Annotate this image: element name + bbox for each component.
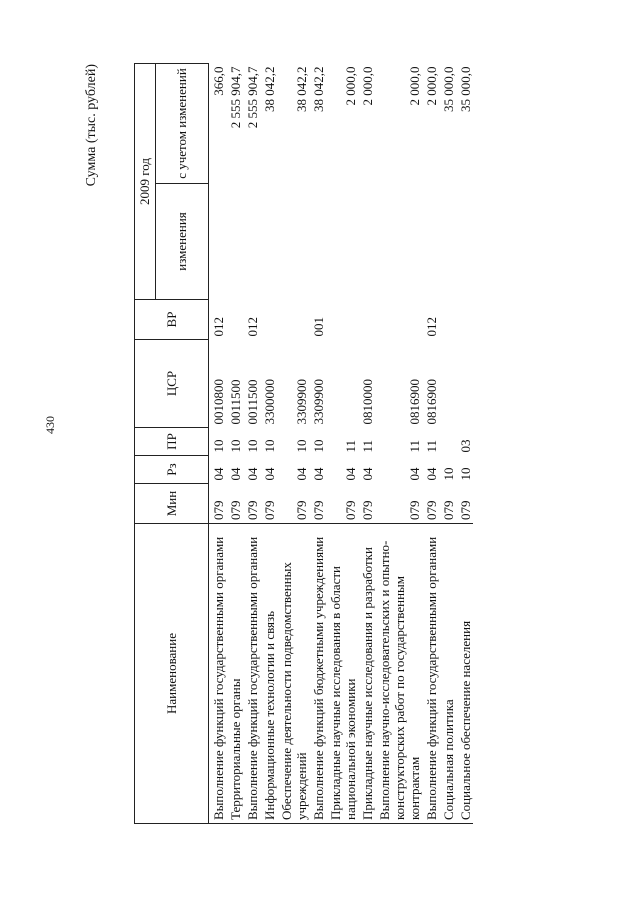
table-row: [422, 64, 439, 824]
cell-name: Выполнение функций государственными органами: [422, 524, 439, 824]
cell-vr: [456, 300, 473, 340]
cell-csr: 3309900: [311, 379, 326, 425]
cell-csr: [326, 340, 358, 428]
cell-min: 079: [441, 500, 456, 520]
cell-rz: 04: [294, 467, 309, 481]
cell-name: Социальное обеспечение населения: [456, 524, 473, 824]
page-number: 430: [43, 416, 57, 434]
cell-pr: 11: [360, 439, 375, 453]
cell-pr: 10: [211, 439, 226, 453]
cell-vr: 012: [211, 317, 226, 337]
cell-rz: 04: [424, 467, 439, 481]
cell-csr: 3300000: [262, 379, 277, 425]
cell-csr: 0816900: [424, 379, 439, 425]
budget-table-sheet: [84, 64, 614, 824]
table-row: [439, 64, 456, 824]
cell-name: Выполнение научно-исследовательских и опытно-конструкторских работ по государственным контрактам: [375, 524, 422, 824]
cell-changes: [209, 184, 227, 300]
cell-min: 079: [424, 500, 439, 520]
cell-changes: [326, 184, 358, 300]
header-csr: ЦСР: [135, 340, 209, 428]
cell-name: Информационные технологии и связь: [260, 524, 277, 824]
cell-csr: 0011500: [245, 379, 260, 425]
table-row: [326, 64, 358, 824]
cell-changes: [309, 184, 326, 300]
table-row: [456, 64, 473, 824]
cell-sum: 35 000,0: [458, 66, 473, 112]
cell-name: Социальная политика: [439, 524, 456, 824]
cell-min: 079: [294, 500, 309, 520]
cell-name: Территориальные органы: [226, 524, 243, 824]
cell-csr: [439, 340, 456, 428]
header-min: Мин: [135, 484, 209, 524]
cell-csr: 0011500: [228, 379, 243, 425]
cell-changes: [422, 184, 439, 300]
cell-min: 079: [458, 500, 473, 520]
cell-pr: 10: [262, 439, 277, 453]
budget-table: [134, 63, 473, 824]
table-row: [209, 64, 227, 824]
cell-name: Выполнение функций государственными органами: [209, 524, 227, 824]
cell-csr: [456, 340, 473, 428]
cell-vr: [326, 300, 358, 340]
cell-sum: 2 000,0: [424, 66, 439, 106]
cell-rz: 04: [311, 467, 326, 481]
cell-pr: 11: [343, 439, 358, 453]
cell-rz: 04: [245, 467, 260, 481]
cell-rz: 04: [407, 467, 422, 481]
sum-caption: Сумма (тыс. рублей): [84, 64, 99, 187]
table-row: [260, 64, 277, 824]
cell-changes: [456, 184, 473, 300]
cell-csr: 0810000: [360, 379, 375, 425]
cell-sum: 38 042,2: [294, 66, 309, 112]
cell-rz: 04: [360, 467, 375, 481]
cell-changes: [358, 184, 375, 300]
cell-name: Прикладные научные исследования и разработки: [358, 524, 375, 824]
header-name: Наименование: [135, 524, 209, 824]
cell-rz: 04: [211, 467, 226, 481]
table-row: [277, 64, 309, 824]
cell-csr: 3309900: [294, 379, 309, 425]
cell-vr: 001: [311, 317, 326, 337]
header-year: 2009 год: [135, 64, 156, 300]
cell-min: 079: [407, 500, 422, 520]
cell-changes: [260, 184, 277, 300]
cell-csr: 0816900: [407, 379, 422, 425]
cell-changes: [277, 184, 309, 300]
cell-sum: 38 042,2: [311, 66, 326, 112]
cell-min: 079: [311, 500, 326, 520]
header-vr: ВР: [135, 300, 209, 340]
cell-pr: 03: [458, 439, 473, 453]
cell-name: Обеспечение деятельности подведомственных учреждений: [277, 524, 309, 824]
cell-vr: [439, 300, 456, 340]
table-row: [243, 64, 260, 824]
cell-sum: 35 000,0: [441, 66, 456, 112]
cell-vr: 012: [245, 317, 260, 337]
cell-changes: [226, 184, 243, 300]
cell-sum: 2 555 904,7: [228, 66, 243, 129]
cell-vr: 012: [424, 317, 439, 337]
cell-sum: 38 042,2: [262, 66, 277, 112]
cell-rz: 04: [262, 467, 277, 481]
cell-name: Выполнение функций государственными органами: [243, 524, 260, 824]
cell-vr: [277, 300, 309, 340]
header-changes: изменения: [156, 184, 209, 300]
cell-pr: [439, 428, 456, 456]
cell-rz: 10: [458, 467, 473, 481]
cell-min: 079: [343, 500, 358, 520]
cell-pr: 10: [311, 439, 326, 453]
cell-vr: [375, 300, 422, 340]
header-pr: ПР: [135, 428, 209, 456]
table-row: [309, 64, 326, 824]
table-row: [226, 64, 243, 824]
cell-rz: 04: [343, 467, 358, 481]
cell-sum: 2 000,0: [343, 66, 358, 106]
cell-min: 079: [262, 500, 277, 520]
cell-vr: [358, 300, 375, 340]
cell-pr: 11: [407, 439, 422, 453]
cell-min: 079: [245, 500, 260, 520]
cell-pr: 11: [424, 439, 439, 453]
cell-sum: 366,0: [211, 66, 226, 96]
cell-csr: 0010800: [211, 379, 226, 425]
cell-sum: 2 000,0: [360, 66, 375, 106]
table-row: [375, 64, 422, 824]
cell-sum: 2 000,0: [407, 66, 422, 106]
table-row: [358, 64, 375, 824]
cell-min: 079: [211, 500, 226, 520]
cell-min: 079: [228, 500, 243, 520]
cell-sum: 2 555 904,7: [245, 66, 260, 129]
cell-name: Выполнение функций бюджетными учреждениями: [309, 524, 326, 824]
cell-rz: 10: [441, 467, 456, 481]
header-rz: Рз: [135, 456, 209, 484]
cell-min: 079: [360, 500, 375, 520]
cell-name: Прикладные научные исследования в области национальной экономики: [326, 524, 358, 824]
cell-changes: [243, 184, 260, 300]
header-with-changes: с учетом изменений: [156, 64, 209, 184]
cell-changes: [375, 184, 422, 300]
cell-pr: 10: [294, 439, 309, 453]
cell-rz: 04: [228, 467, 243, 481]
cell-vr: [260, 300, 277, 340]
cell-vr: [226, 300, 243, 340]
cell-changes: [439, 184, 456, 300]
cell-pr: 10: [245, 439, 260, 453]
cell-pr: 10: [228, 439, 243, 453]
